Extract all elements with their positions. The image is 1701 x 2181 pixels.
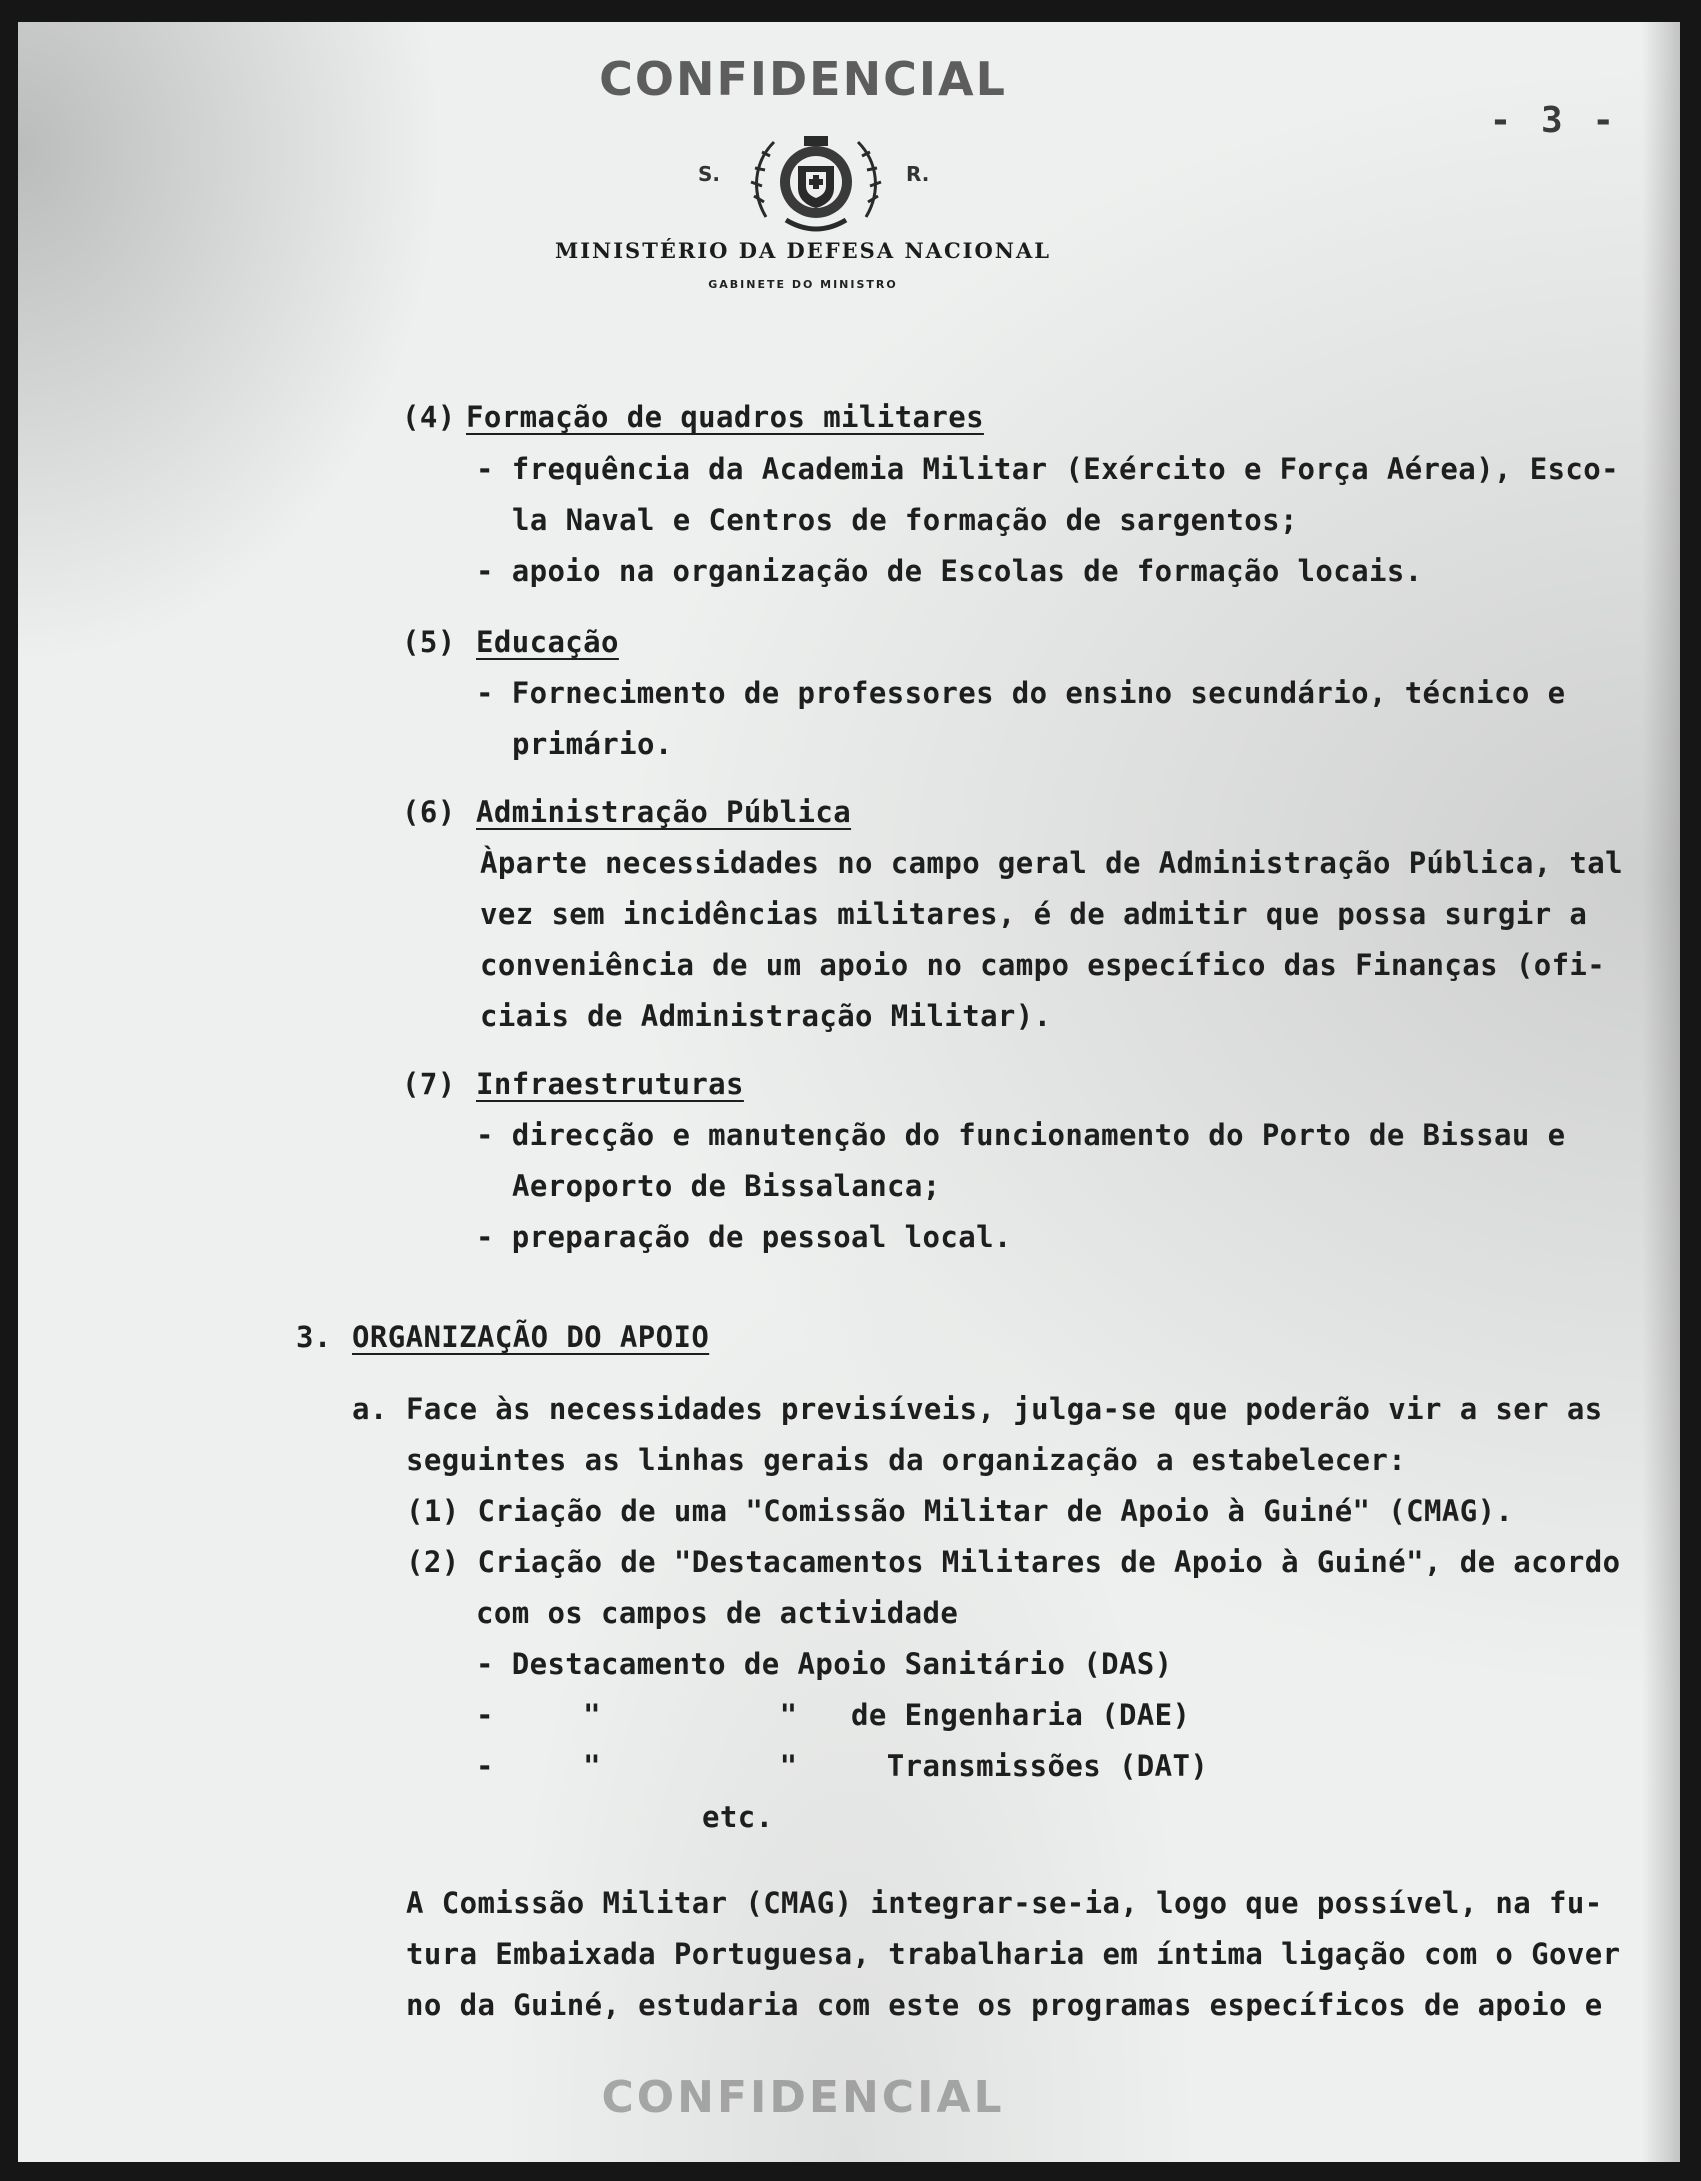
text-line: vez sem incidências militares, é de admitir que possa surgir a: [480, 897, 1588, 931]
section-title: Infraestruturas: [476, 1067, 744, 1101]
text-line: - Fornecimento de professores do ensino secundário, técnico e: [476, 676, 1566, 710]
text-line: - direcção e manutenção do funcionamento do Porto de Bissau e: [476, 1118, 1566, 1152]
cabinet-subheading: GABINETE DO MINISTRO: [708, 278, 898, 291]
text-line: no da Guiné, estudaria com este os programas específicos de apoio e: [406, 1988, 1603, 2022]
text-line: - " " de Engenharia (DAE): [476, 1698, 1191, 1732]
section-heading: ORGANIZAÇÃO DO APOIO: [352, 1320, 710, 1354]
section-title: Educação: [476, 625, 619, 659]
text-line: primário.: [512, 727, 673, 761]
section-title: Formação de quadros militares: [466, 400, 984, 434]
text-line: seguintes as linhas gerais da organização a estabelecer:: [406, 1443, 1407, 1477]
text-line: tura Embaixada Portuguesa, trabalharia em íntima ligação com o Gover: [406, 1937, 1621, 1971]
text-line: ciais de Administração Militar).: [480, 999, 1052, 1033]
text-line: - preparação de pessoal local.: [476, 1220, 1012, 1254]
text-line: - frequência da Academia Militar (Exército e Força Aérea), Esco-: [476, 452, 1620, 486]
text-line: Face às necessidades previsíveis, julga-se que poderão vir a ser as: [406, 1392, 1603, 1426]
item-number: (7): [402, 1067, 456, 1101]
text-line: (1) Criação de uma "Comissão Militar de Apoio à Guiné" (CMAG).: [406, 1494, 1514, 1528]
section-number: 3.: [296, 1320, 332, 1354]
text-line: la Naval e Centros de formação de sargentos;: [512, 503, 1298, 537]
page-number: - 3 -: [1489, 100, 1618, 141]
item-number: (5): [402, 625, 456, 659]
text-line: com os campos de actividade: [476, 1596, 959, 1630]
item-number: (4): [402, 400, 456, 434]
seal-letter-s: S.: [698, 162, 721, 186]
text-line: etc.: [702, 1800, 774, 1834]
section-title: Administração Pública: [476, 795, 852, 829]
text-line: Aeroporto de Bissalanca;: [512, 1169, 941, 1203]
text-line: - " " Transmissões (DAT): [476, 1749, 1209, 1783]
text-line: A Comissão Militar (CMAG) integrar-se-ia, logo que possível, na fu-: [406, 1886, 1603, 1920]
document-page: [18, 22, 1680, 2162]
seal-letter-r: R.: [906, 162, 930, 186]
coat-of-arms-icon: [746, 122, 886, 244]
text-line: - Destacamento de Apoio Sanitário (DAS): [476, 1647, 1173, 1681]
text-line: (2) Criação de "Destacamentos Militares de Apoio à Guiné", de acordo: [406, 1545, 1621, 1579]
text-line: - apoio na organização de Escolas de formação locais.: [476, 554, 1423, 588]
item-label: a.: [352, 1392, 388, 1426]
item-number: (6): [402, 795, 456, 829]
paper-shadow: [1642, 22, 1680, 2162]
ministry-heading: MINISTÉRIO DA DEFESA NACIONAL: [554, 238, 1052, 263]
text-line: conveniência de um apoio no campo específico das Finanças (ofi-: [480, 948, 1606, 982]
confidential-stamp-bottom: CONFIDENCIAL: [601, 2072, 1005, 2123]
confidential-stamp-top: CONFIDENCIAL: [599, 52, 1007, 106]
text-line: Àparte necessidades no campo geral de Administração Pública, tal: [480, 846, 1624, 880]
